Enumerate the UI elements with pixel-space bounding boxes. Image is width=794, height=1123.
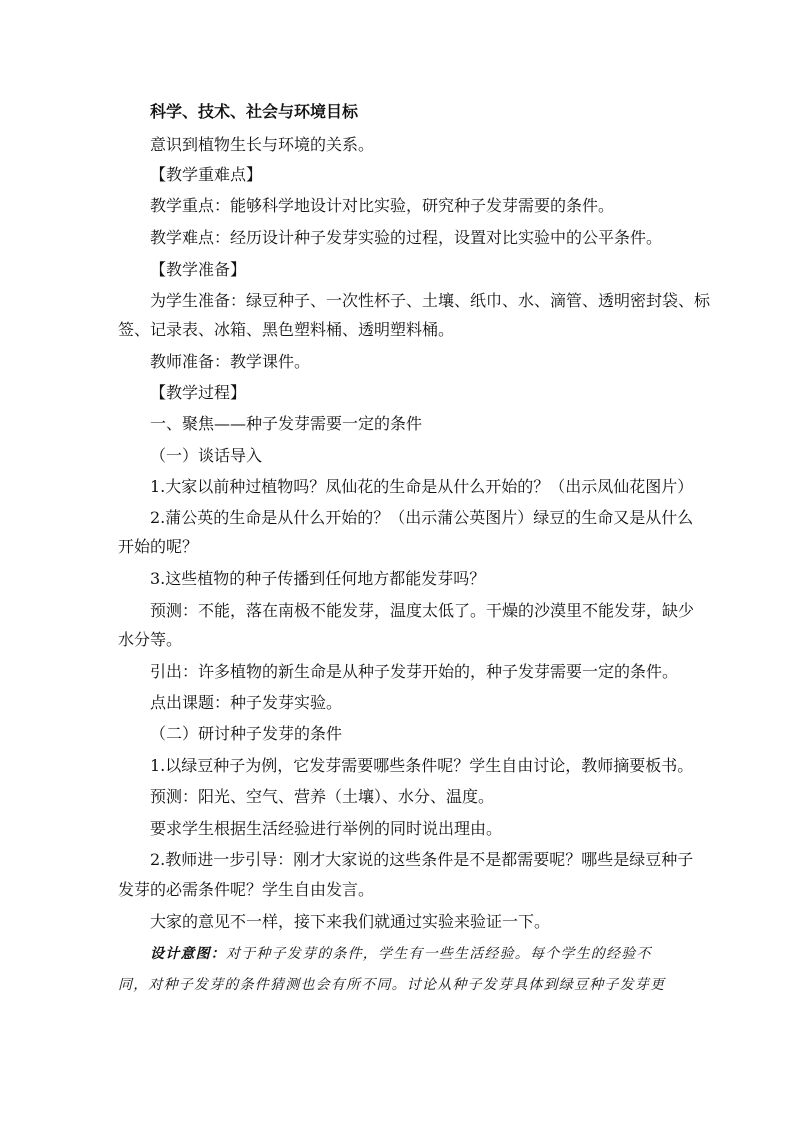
topic: 点出课题：种子发芽实验。 xyxy=(150,693,343,712)
prep-student-line1: 为学生准备：绿豆种子、一次性杯子、土壤、纸巾、水、滴管、透明密封袋、标 xyxy=(150,291,711,310)
question-1: 1.大家以前种过植物吗？凤仙花的生命是从什么开始的？（出示凤仙花图片） xyxy=(150,477,694,496)
discussion-1: 1.以绿豆种子为例，它发芽需要哪些条件呢？学生自由讨论，教师摘要板书。 xyxy=(150,756,694,775)
discussion-2-line1: 2.教师进一步引导：刚才大家说的这些条件是不是都需要呢？哪些是绿豆种子 xyxy=(150,850,694,869)
prep-student-line2: 签、记录表、冰箱、黑色塑料桶、透明塑料桶。 xyxy=(118,320,455,339)
discussion-2-line2: 发芽的必需条件呢？学生自由发言。 xyxy=(118,880,375,899)
design-intent-text-1: 对于种子发芽的条件，学生有一些生活经验。每个学生的经验不 xyxy=(226,946,652,962)
question-2-line2: 开始的呢？ xyxy=(118,537,199,556)
prep-teacher: 教师准备：教学课件。 xyxy=(150,352,311,371)
requirement: 要求学生根据生活经验进行举例的同时说出理由。 xyxy=(150,819,503,838)
lead-in: 引出：许多植物的新生命是从种子发芽开始的，种子发芽需要一定的条件。 xyxy=(150,662,679,681)
key-focus: 教学重点：能够科学地设计对比实验，研究种子发芽需要的条件。 xyxy=(150,196,615,215)
different-opinions: 大家的意见不一样，接下来我们就通过实验来验证一下。 xyxy=(150,912,551,931)
question-3: 3.这些植物的种子传播到任何地方都能发芽吗？ xyxy=(150,569,486,588)
goal-heading: 科学、技术、社会与环境目标 xyxy=(150,102,359,121)
part1-title: 一、聚焦——种子发芽需要一定的条件 xyxy=(150,414,423,433)
prediction-2: 预测：阳光、空气、营养（土壤）、水分、温度。 xyxy=(150,787,495,806)
process-heading: 【教学过程】 xyxy=(150,383,247,402)
design-intent-line2: 同，对种子发芽的条件猜测也会有所不同。讨论从种子发芽具体到绿豆种子发芽更 xyxy=(118,977,666,993)
prep-heading: 【教学准备】 xyxy=(150,260,247,279)
goal-text: 意识到植物生长与环境的关系。 xyxy=(150,135,375,154)
prediction-1-line2: 水分等。 xyxy=(118,630,183,649)
sub1-title: （一）谈话导入 xyxy=(150,446,263,465)
design-intent-label: 设计意图： xyxy=(150,946,226,962)
question-2-line1: 2.蒲公英的生命是从什么开始的？（出示蒲公英图片）绿豆的生命又是从什么 xyxy=(150,508,694,527)
sub2-title: （二）研讨种子发芽的条件 xyxy=(150,724,343,743)
design-intent-line1 xyxy=(150,944,652,964)
keypoints-heading: 【教学重难点】 xyxy=(150,165,263,184)
prediction-1-line1: 预测：不能，落在南极不能发芽，温度太低了。干燥的沙漠里不能发芽，缺少 xyxy=(150,601,695,620)
key-difficulty: 教学难点：经历设计种子发芽实验的过程，设置对比实验中的公平条件。 xyxy=(150,228,663,247)
